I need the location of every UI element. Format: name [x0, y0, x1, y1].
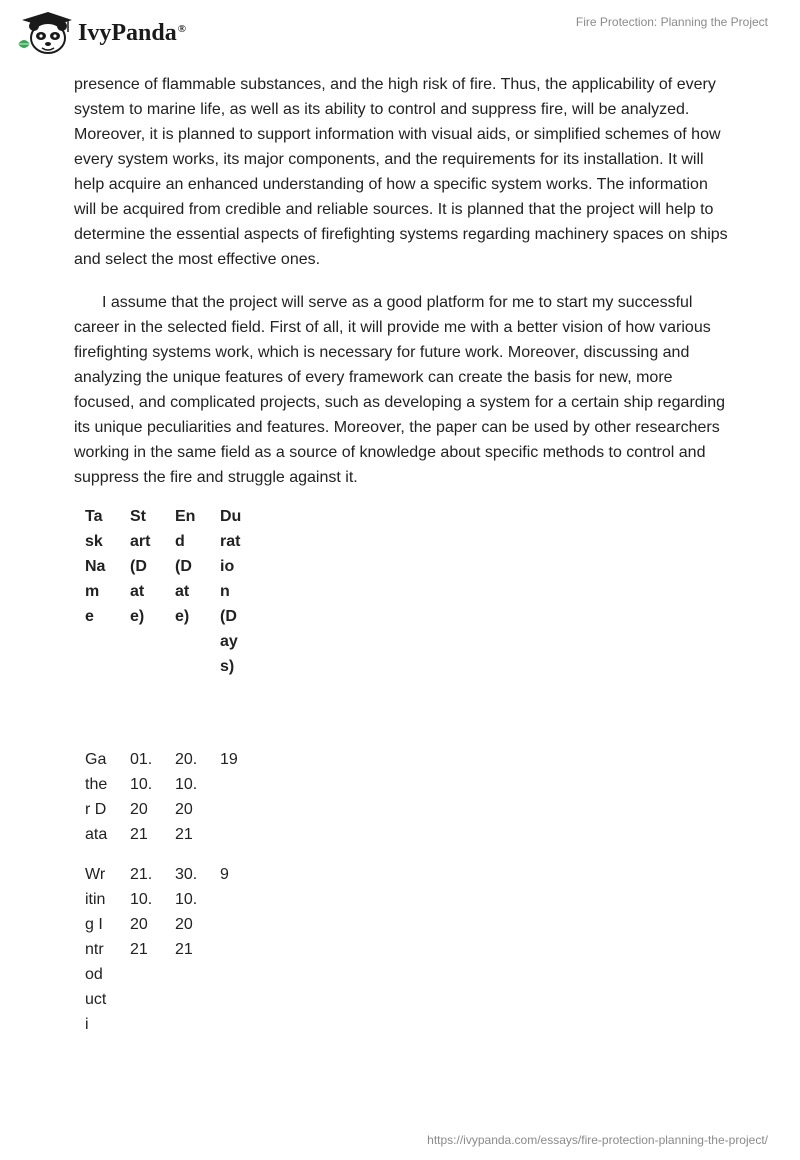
column-header-start-date: Start (Date)	[130, 508, 151, 625]
duration-cell: 9	[220, 866, 229, 883]
source-url-link[interactable]: https://ivypanda.com/essays/fire-protection-planning-the-project/	[427, 1133, 768, 1147]
paragraph: I assume that the project will serve as a good platform for me to start my successful career in the selected field. First of all, it will provide me with a better vision of how various firefighting systems work, which is necessary for future work. Moreover, discussing and analyzing the unique features of every framework can create the basis for new, more focused, and complicated projects, such as developing a system for a certain ship regarding its unique peculiarities and features. Moreover, the paper can be used by other researchers working in the same field as a source of knowledge about specific methods to control and suppress the fire and struggle against it.	[74, 294, 726, 486]
duration-cell: 19	[220, 751, 238, 768]
panda-graduate-icon	[14, 10, 76, 56]
end-date-cell: 20.10.2021	[175, 751, 198, 843]
column-header-duration: Duration (Days)	[220, 508, 242, 675]
start-date-cell: 01.10.2021	[130, 751, 153, 843]
start-date-cell: 21.10.2021	[130, 866, 153, 958]
ivypanda-logo[interactable]	[14, 10, 214, 56]
table-row	[74, 862, 254, 1052]
paragraph: presence of flammable substances, and the high risk of fire. Thus, the applicability of every system to marine life, as well as its ability to control and suppress fire, will be analyzed. Moreover, it is planned to support information with visual aids, or simplified schemes of how every system works, its major components, and the requirements for its installation. It will help acquire an enhanced understanding of how a specific system works. The information will be acquired from credible and reliable sources. It is planned that the project will help to determine the essential aspects of firefighting systems regarding machinery spaces on ships and select the most effective ones.	[74, 76, 728, 268]
table-row	[74, 747, 254, 862]
task-name-cell: Writing Introducti	[85, 866, 107, 1033]
page-title: Fire Protection: Planning the Project	[575, 15, 768, 29]
page-header	[0, 0, 800, 70]
table-header-row	[74, 504, 254, 747]
essay-body	[74, 72, 734, 490]
project-schedule-table	[74, 504, 254, 1052]
column-header-task-name: Task Name	[85, 508, 106, 625]
column-header-end-date: End (Date)	[175, 508, 196, 625]
brand-name: IvyPanda®	[78, 20, 186, 46]
end-date-cell: 30.10.2021	[175, 866, 198, 958]
task-name-cell: Gather Data	[85, 751, 108, 843]
